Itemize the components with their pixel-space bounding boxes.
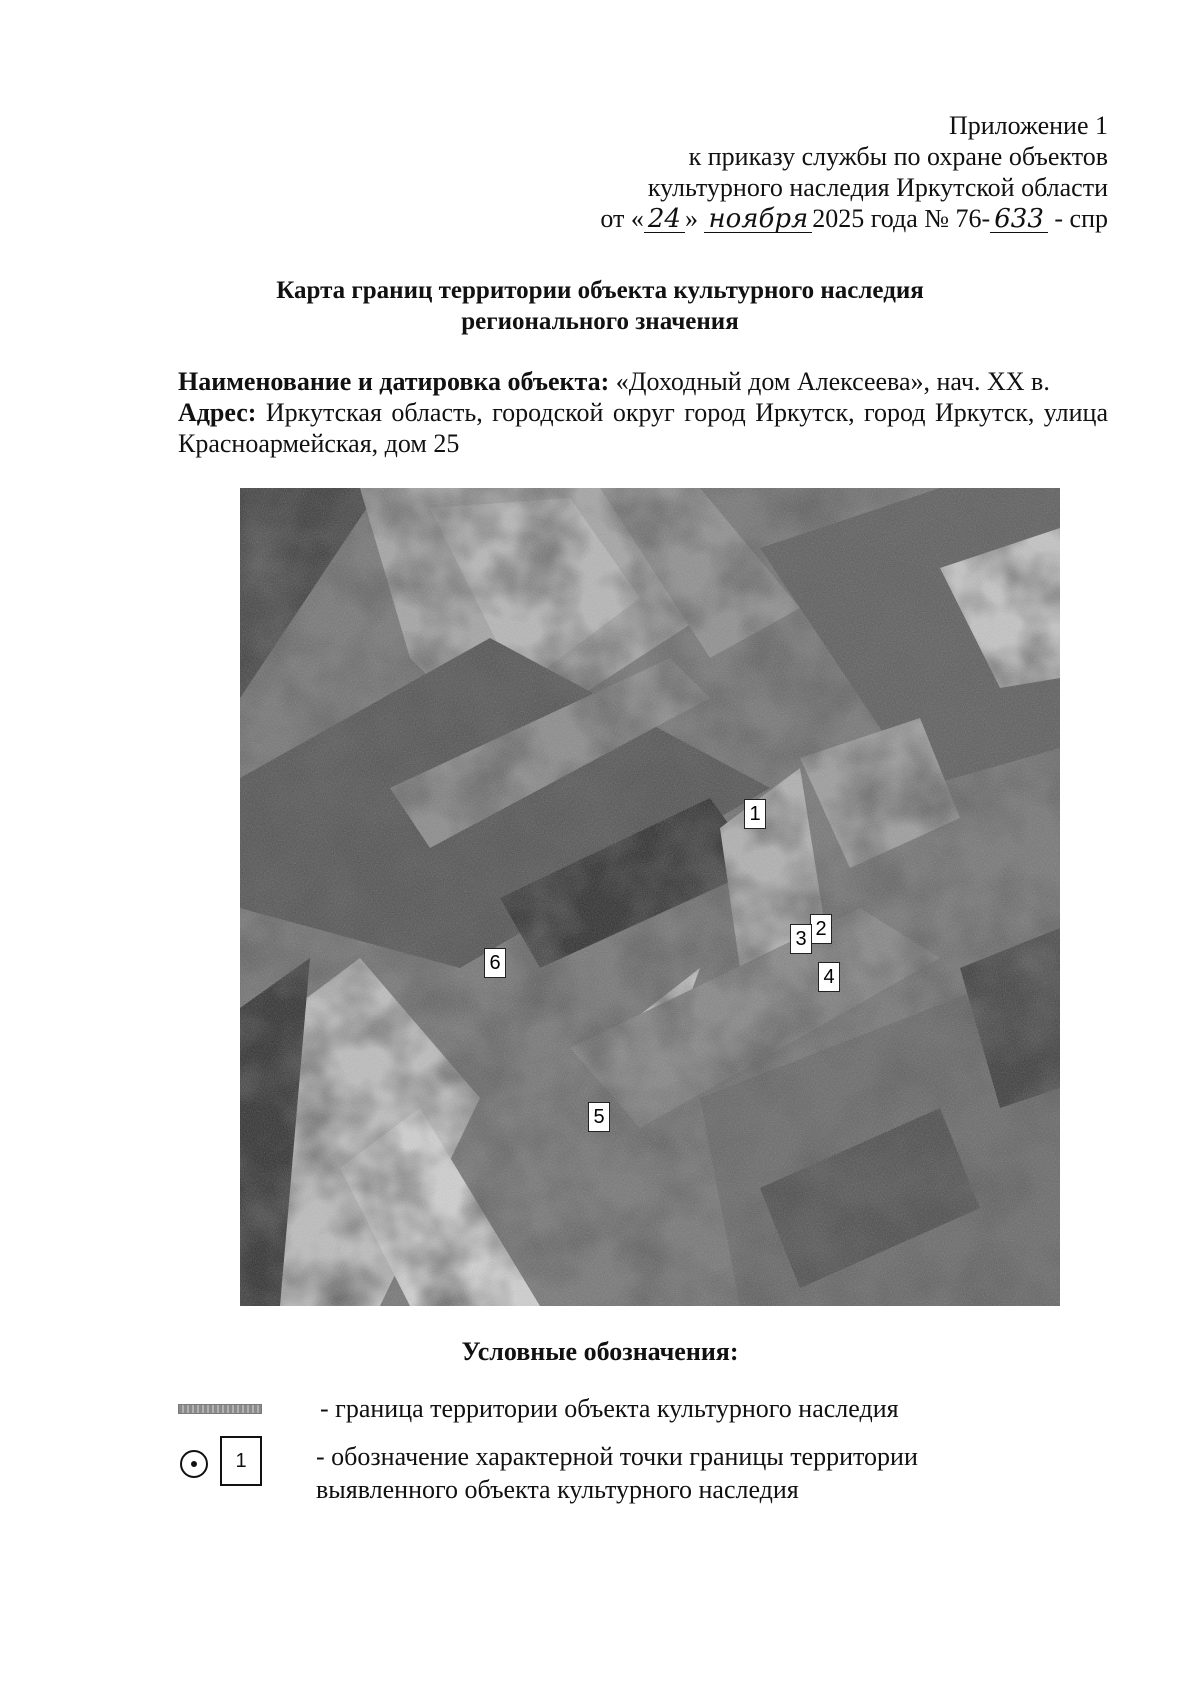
order-month: ноября — [704, 206, 812, 233]
appendix-header — [600, 110, 1108, 234]
appendix-line-2: к приказу службы по охране объектов — [688, 142, 1108, 171]
boundary-point-5: 5 — [588, 1102, 610, 1132]
object-address-label: Адрес: — [178, 398, 257, 427]
object-name-label: Наименование и датировка объекта: — [178, 367, 610, 396]
order-suffix: - спр — [1054, 204, 1108, 233]
object-address-value: Иркутская область, городской округ город Иркутск, город Иркутск, улица Красноармейская, дом 25 — [178, 398, 1109, 458]
boundary-point-1: 1 — [744, 799, 766, 829]
legend-point-box: 1 — [220, 1436, 262, 1486]
order-number: 633 — [990, 206, 1048, 233]
appendix-line-3: культурного наследия Иркутской области — [647, 173, 1108, 202]
legend-point-text: - обозначение характерной точки границы территории выявленного объекта культурного наследия — [316, 1442, 918, 1504]
aerial-photo — [240, 488, 1060, 1306]
object-address-line — [178, 397, 1108, 459]
object-name-value: «Доходный дом Алексеева», нач. XX в. — [615, 367, 1050, 396]
boundary-point-3: 3 — [790, 924, 812, 954]
order-year: 2025 года № 76- — [812, 204, 991, 233]
order-from-prefix: от « — [600, 204, 644, 233]
object-name-line — [178, 366, 1108, 397]
title-line-2: регионального значения — [461, 308, 739, 335]
appendix-line-1: Приложение 1 — [948, 111, 1108, 140]
order-day: 24 — [644, 206, 685, 233]
point-circle-icon — [180, 1450, 208, 1478]
title-line-1: Карта границ территории объекта культурного наследия — [276, 277, 924, 304]
legend-title: Условные обозначения: — [461, 1337, 739, 1366]
boundary-point-4: 4 — [818, 962, 840, 992]
legend-boundary-text: - граница территории объекта культурного наследия — [320, 1394, 899, 1423]
aerial-map — [240, 488, 1060, 1306]
order-date-line — [600, 203, 1108, 234]
boundary-point-6: 6 — [484, 948, 506, 978]
object-info — [178, 366, 1108, 459]
boundary-point-2: 2 — [810, 914, 832, 944]
boundary-line-symbol — [178, 1404, 262, 1414]
document-title — [0, 275, 1200, 337]
order-month-prefix: » — [684, 204, 698, 233]
